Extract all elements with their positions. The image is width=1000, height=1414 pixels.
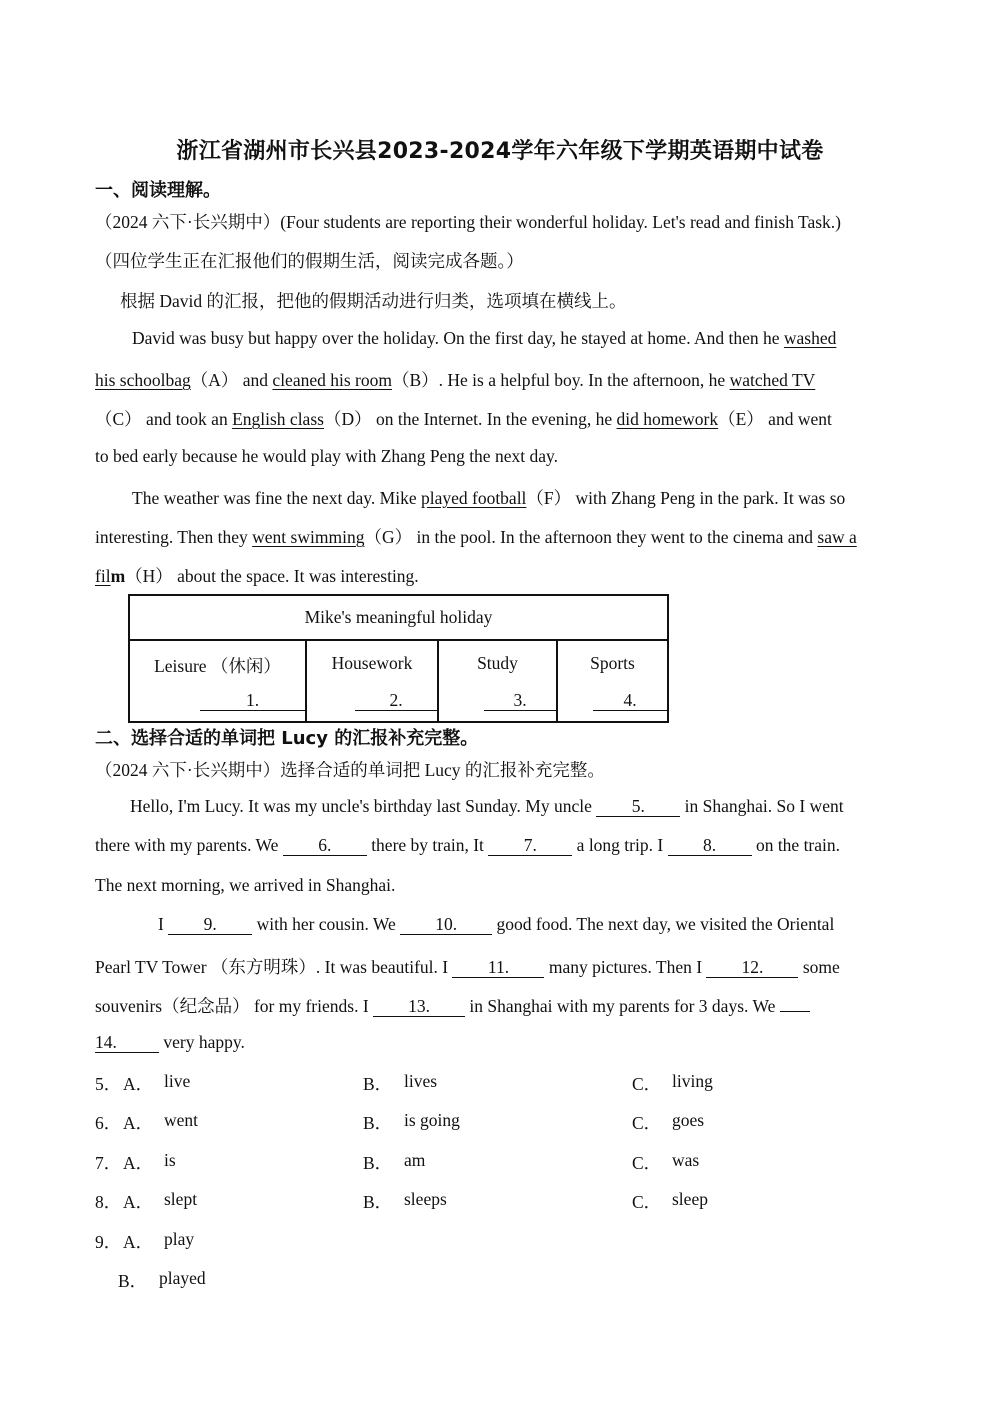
- underlined-activity: his schoolbag: [95, 370, 191, 390]
- text: a long trip. I: [572, 835, 668, 855]
- option-b[interactable]: is going: [404, 1110, 460, 1130]
- question-number: 5．: [95, 1074, 122, 1094]
- text: Pearl TV Tower （东方明珠）. It was beautiful. I: [95, 957, 453, 977]
- text: some: [798, 957, 840, 977]
- text: interesting. Then they: [95, 527, 253, 547]
- text: （H） about the space. It was interesting.: [125, 566, 419, 586]
- option-letter-c: C．: [632, 1192, 662, 1212]
- text: there by train, It: [366, 835, 489, 855]
- text: many pictures. Then I: [544, 957, 707, 977]
- answer-blank-11[interactable]: 11.: [452, 957, 544, 978]
- option-c[interactable]: was: [672, 1150, 700, 1170]
- text: （C） and took an: [95, 409, 233, 429]
- text: （A） and: [190, 370, 273, 390]
- question-number: 7．: [95, 1153, 122, 1173]
- table-header: Mike's meaningful holiday: [129, 595, 668, 640]
- section-heading-reading: 一、阅读理解。: [95, 180, 221, 201]
- answer-blank-9[interactable]: 9.: [168, 914, 252, 935]
- option-c[interactable]: sleep: [672, 1189, 708, 1209]
- answer-blank-2[interactable]: 2.: [355, 690, 437, 711]
- answer-blank-4[interactable]: 4.: [593, 690, 667, 711]
- section1-translation: （四位学生正在汇报他们的假期生活，阅读完成各题。）: [95, 251, 524, 271]
- category-label: Study: [477, 653, 518, 673]
- text: I: [158, 914, 169, 934]
- answer-blank-7[interactable]: 7.: [488, 835, 572, 856]
- underlined-activity: English class: [232, 409, 324, 429]
- text: in Shanghai with my parents for 3 days. We: [465, 996, 780, 1016]
- answer-blank-10[interactable]: 10.: [400, 914, 492, 935]
- option-b[interactable]: played: [159, 1268, 206, 1288]
- option-c[interactable]: goes: [672, 1110, 705, 1130]
- answer-blank-14[interactable]: 14.: [95, 1032, 159, 1053]
- text: on the train.: [751, 835, 841, 855]
- answer-blank-5[interactable]: 5.: [596, 796, 680, 817]
- text: in Shanghai. So I went: [680, 796, 844, 816]
- underlined-activity: watched TV: [729, 370, 816, 390]
- text: （E） and went: [718, 409, 832, 429]
- option-letter-a: A．: [123, 1113, 154, 1133]
- answer-blank-1[interactable]: 1.: [200, 690, 305, 711]
- option-c[interactable]: living: [672, 1071, 713, 1091]
- answer-blank-6[interactable]: 6.: [283, 835, 367, 856]
- option-letter-c: C．: [632, 1074, 662, 1094]
- option-b[interactable]: sleeps: [404, 1189, 447, 1209]
- option-a[interactable]: play: [164, 1229, 195, 1249]
- option-letter-b: B．: [363, 1192, 393, 1212]
- answer-blank-12[interactable]: 12.: [706, 957, 798, 978]
- option-a[interactable]: is: [164, 1150, 176, 1170]
- text: m: [110, 566, 126, 586]
- option-a[interactable]: live: [164, 1071, 191, 1091]
- underlined-activity: saw a: [817, 527, 857, 547]
- underlined-activity: went swimming: [252, 527, 365, 547]
- text: David was busy but happy over the holiday. On the first day, he stayed at home. And then he: [132, 328, 784, 348]
- option-b[interactable]: am: [404, 1150, 426, 1170]
- option-letter-b: B．: [118, 1271, 148, 1291]
- text: with her cousin. We: [252, 914, 401, 934]
- text: very happy.: [159, 1032, 245, 1052]
- option-letter-b: B．: [363, 1153, 393, 1173]
- category-label: Leisure （休闲）: [154, 656, 281, 676]
- holiday-table: [128, 594, 669, 723]
- text: （G） in the pool. In the afternoon they went to the cinema and: [364, 527, 818, 547]
- option-letter-a: A．: [123, 1153, 154, 1173]
- section1-source: （2024 六下·长兴期中）(Four students are reporting their wonderful holiday. Let's read and finish Task.): [95, 212, 842, 232]
- option-letter-b: B．: [363, 1074, 393, 1094]
- answer-blank-3[interactable]: 3.: [484, 690, 556, 711]
- text: to bed early because he would play with Zhang Peng the next day.: [95, 446, 558, 466]
- option-letter-b: B．: [363, 1113, 393, 1133]
- underlined-activity: fil: [95, 566, 111, 586]
- text: Hello, I'm Lucy. It was my uncle's birthday last Sunday. My uncle: [130, 796, 597, 816]
- section2-source: （2024 六下·长兴期中）选择合适的单词把 Lucy 的汇报补充完整。: [95, 760, 605, 780]
- page-title: 浙江省湖州市长兴县2023-2024学年六年级下学期英语期中试卷: [176, 139, 824, 164]
- option-b[interactable]: lives: [404, 1071, 438, 1091]
- category-label: Housework: [331, 653, 413, 673]
- text: （F） with Zhang Peng in the park. It was so: [526, 488, 846, 508]
- answer-blank-13[interactable]: 13.: [373, 996, 465, 1017]
- text: souvenirs（纪念品） for my friends. I: [95, 996, 374, 1016]
- table-cell-study: [438, 640, 557, 722]
- section-heading-lucy: 二、选择合适的单词把 Lucy 的汇报补充完整。: [95, 728, 479, 749]
- option-letter-a: A．: [123, 1232, 154, 1252]
- option-a[interactable]: went: [164, 1110, 199, 1130]
- underlined-activity: cleaned his room: [272, 370, 392, 390]
- question-number: 6．: [95, 1113, 122, 1133]
- table-cell-leisure: [129, 640, 306, 722]
- option-letter-a: A．: [123, 1074, 154, 1094]
- option-letter-c: C．: [632, 1113, 662, 1133]
- underlined-activity: played football: [420, 488, 527, 508]
- question-number: 8．: [95, 1192, 122, 1212]
- underlined-activity: washed: [783, 328, 837, 348]
- answer-blank-14-start[interactable]: [780, 1011, 810, 1012]
- section1-instruction: 根据 David 的汇报，把他的假期活动进行归类，选项填在横线上。: [120, 291, 627, 311]
- category-label: Sports: [590, 653, 635, 673]
- text: The weather was fine the next day. Mike: [132, 488, 421, 508]
- option-a[interactable]: slept: [164, 1189, 198, 1209]
- text: （B）. He is a helpful boy. In the afternoon, he: [391, 370, 730, 390]
- question-number: 9．: [95, 1232, 122, 1252]
- text: （D） on the Internet. In the evening, he: [323, 409, 617, 429]
- underlined-activity: did homework: [616, 409, 719, 429]
- text: there with my parents. We: [95, 835, 283, 855]
- answer-blank-8[interactable]: 8.: [668, 835, 752, 856]
- option-letter-a: A．: [123, 1192, 154, 1212]
- table-cell-sports: [557, 640, 668, 722]
- table-cell-housework: [306, 640, 438, 722]
- text: good food. The next day, we visited the Oriental: [492, 914, 835, 934]
- text: The next morning, we arrived in Shanghai.: [95, 875, 396, 895]
- option-letter-c: C．: [632, 1153, 662, 1173]
